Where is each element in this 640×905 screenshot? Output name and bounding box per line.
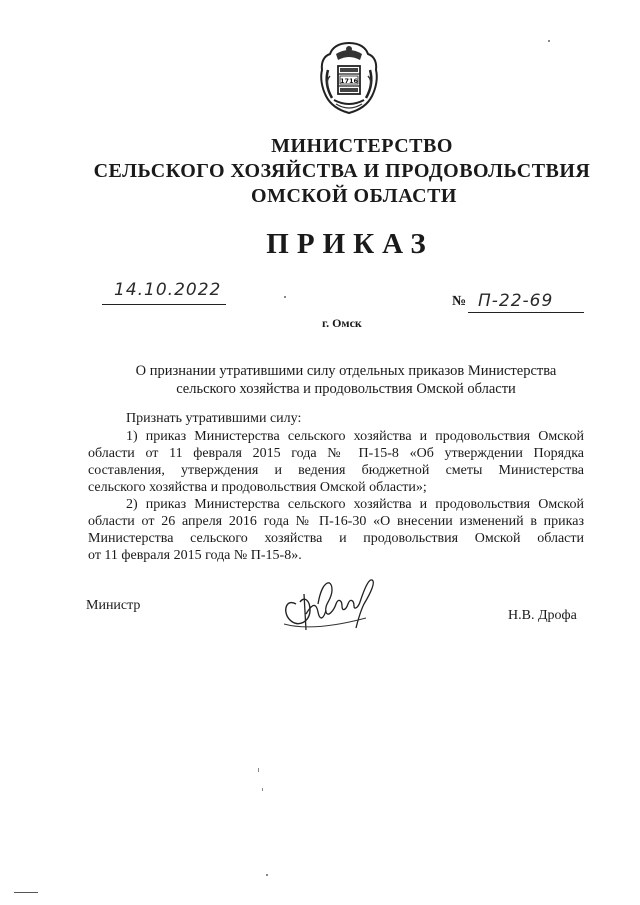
ministry-name-line-3: ОМСКОЙ ОБЛАСТИ xyxy=(251,185,457,207)
scan-speck xyxy=(284,296,286,298)
item-1-line-4: сельского хозяйства и продовольствия Омской области»; xyxy=(88,480,427,495)
subject-line-1: О признании утратившими силу отдельных приказов Министерства xyxy=(135,363,557,379)
item-1-line-1: 1) приказ Министерства сельского хозяйства и продовольствия Омской xyxy=(126,429,584,444)
item-1-line-2: области от 11 февраля 2015 года № П-15-8 «Об утверждении Порядка xyxy=(88,446,584,461)
handwritten-signature xyxy=(276,574,384,636)
scan-speck xyxy=(258,768,259,772)
scan-speck xyxy=(548,40,550,42)
handwritten-date: 14.10.2022 xyxy=(114,280,222,300)
signer-name: Н.В. Дрофа xyxy=(508,608,577,623)
ministry-name-line-1: МИНИСТЕРСТВО xyxy=(271,135,453,157)
item-1-line-3: составления, утверждения и ведения бюджетной сметы Министерства xyxy=(88,463,584,478)
item-2-line-3: Министерства сельского хозяйства и продовольствия Омской области xyxy=(88,531,584,546)
document-type-title: ПРИКАЗ xyxy=(266,228,434,260)
handwritten-order-number: П-22-69 xyxy=(478,291,554,311)
scan-edge-mark xyxy=(14,892,38,893)
emblem-year-text: 1716 xyxy=(339,77,359,85)
signer-position: Министр xyxy=(86,598,141,613)
scan-speck xyxy=(266,874,268,876)
item-2-line-2: области от 26 апреля 2016 года № П-16-30 «О внесении изменений в приказ xyxy=(88,514,584,529)
item-2-line-1: 2) приказ Министерства сельского хозяйства и продовольствия Омской xyxy=(126,497,584,512)
subject-line-2: сельского хозяйства и продовольствия Омской области xyxy=(176,381,516,397)
city-label: г. Омск xyxy=(322,316,362,330)
coat-of-arms-emblem xyxy=(316,40,382,116)
ministry-name-line-2: СЕЛЬСКОГО ХОЗЯЙСТВА И ПРОДОВОЛЬСТВИЯ xyxy=(93,160,591,182)
order-intro: Признать утратившими силу: xyxy=(126,411,302,426)
order-item-2 xyxy=(88,496,584,564)
scan-speck xyxy=(262,788,263,791)
order-item-1 xyxy=(88,428,584,496)
number-label: № xyxy=(452,294,467,309)
item-2-line-4: от 11 февраля 2015 года № П-15-8». xyxy=(88,548,302,563)
